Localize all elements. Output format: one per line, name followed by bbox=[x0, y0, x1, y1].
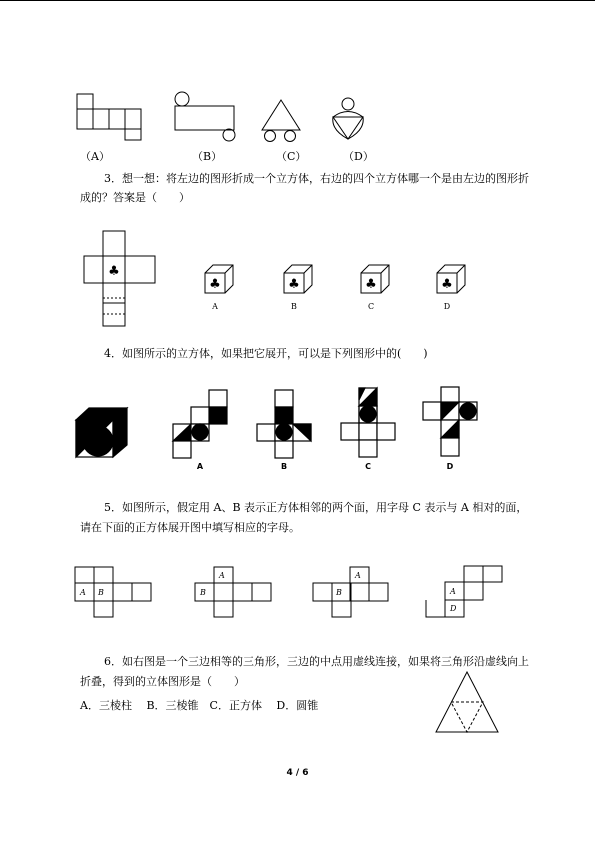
q2-option-c: （C） bbox=[276, 150, 307, 163]
q4-label-b: B bbox=[280, 462, 288, 471]
q3-cube-b-club-icon: ♣ bbox=[288, 277, 300, 292]
q2-option-d: （D） bbox=[343, 150, 374, 163]
q3-label-b: B bbox=[291, 302, 297, 311]
q5-text-line1: 5．如图所示，假定用 A、B 表示正方体相邻的两个面，用字母 C 表示与 A 相对的面， bbox=[104, 501, 528, 514]
q4-text-line1: 4．如图所示的立方体，如果把它展开，可以是下列图形中的( ) bbox=[104, 347, 428, 360]
q6-text-line1: 6．如右图是一个三边相等的三角形，三边的中点用虚线连接，如果将三角形沿虚线向上 bbox=[104, 655, 529, 668]
q5-net-2-letter-a: A bbox=[219, 571, 225, 580]
q2-option-a: （A） bbox=[80, 150, 110, 163]
q3-text-line1: 3．想一想：将左边的图形折成一个立方体，右边的四个立方体哪一个是由左边的图形折 bbox=[104, 172, 529, 185]
q3-cube-d-club-icon: ♣ bbox=[441, 277, 453, 292]
q4-label-d: D bbox=[446, 462, 454, 471]
q3-label-c: C bbox=[367, 302, 375, 311]
q5-net-1-letter-a: A bbox=[80, 588, 86, 597]
q3-label-a: A bbox=[212, 302, 218, 311]
q5-net-4-letter-a: A bbox=[450, 587, 456, 596]
q5-net-1-letter-b: B bbox=[98, 588, 104, 597]
q6-options: A．三棱柱 B．三棱锥 C．正方体 D．圆锥 bbox=[80, 699, 319, 712]
q4-label-a: A bbox=[196, 462, 204, 471]
page-number: 4 / 6 bbox=[286, 768, 309, 778]
q5-net-3-letter-b: B bbox=[336, 588, 342, 597]
q5-net-2-letter-b: B bbox=[200, 588, 206, 597]
q6-midpoint-lines bbox=[451, 702, 483, 732]
q3-text-line2: 成的？答案是（ ） bbox=[80, 191, 190, 204]
q4-label-c: C bbox=[365, 462, 371, 471]
q3-label-d: D bbox=[443, 302, 451, 311]
q5-net-4-letter-d: D bbox=[450, 604, 457, 613]
q3-cube-c-club-icon: ♣ bbox=[365, 277, 377, 292]
q5-text-line2: 请在下面的正方体展开图中填写相应的字母。 bbox=[80, 521, 300, 534]
q3-net-club-icon: ♣ bbox=[108, 264, 120, 279]
q5-net-3-letter-a: A bbox=[355, 571, 361, 580]
q2-option-b: （B） bbox=[192, 150, 223, 163]
q3-cube-a-club-icon: ♣ bbox=[209, 277, 221, 292]
q6-text-line2: 折叠，得到的立体图形是（ ） bbox=[80, 675, 245, 688]
